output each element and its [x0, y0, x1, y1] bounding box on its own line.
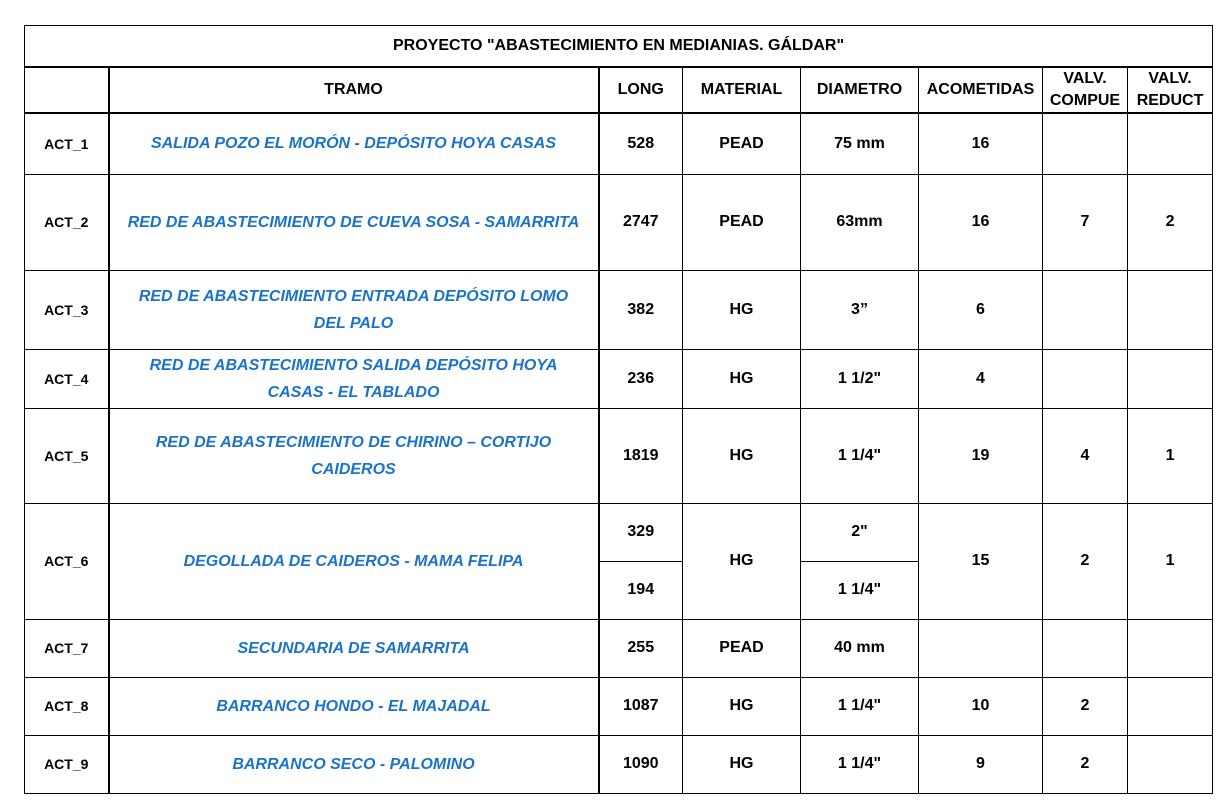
header-valv-compue-line2: COMPUE [1049, 92, 1121, 109]
row-valv-reduct [1128, 619, 1213, 677]
header-valv-compue [1043, 67, 1128, 113]
row-code: ACT_7 [25, 619, 109, 677]
table-row [25, 270, 1213, 349]
header-tramo: TRAMO [109, 67, 599, 113]
header-diametro: DIAMETRO [801, 67, 919, 113]
row-diametro: 1 1/4" [801, 735, 919, 793]
row-material: HG [683, 349, 801, 408]
row-valv-compue: 7 [1043, 174, 1128, 270]
header-material: MATERIAL [683, 67, 801, 113]
row-long: 528 [599, 113, 683, 174]
row-acometidas: 6 [919, 270, 1043, 349]
header-code [25, 67, 109, 113]
row-material: HG [683, 735, 801, 793]
row-tramo: RED DE ABASTECIMIENTO DE CUEVA SOSA - SAMARRITA [109, 174, 599, 270]
row-valv-reduct: 1 [1128, 503, 1213, 619]
row-material: PEAD [683, 113, 801, 174]
header-valv-compue-line1: VALV. [1063, 70, 1107, 87]
row-tramo: BARRANCO SECO - PALOMINO [109, 735, 599, 793]
row-tramo: BARRANCO HONDO - EL MAJADAL [109, 677, 599, 735]
row-acometidas: 16 [919, 174, 1043, 270]
row-material: HG [683, 677, 801, 735]
row-diametro: 1 1/2" [801, 349, 919, 408]
row-valv-compue [1043, 349, 1128, 408]
row-tramo: SALIDA POZO EL MORÓN - DEPÓSITO HOYA CASAS [109, 113, 599, 174]
row-diametro: 3” [801, 270, 919, 349]
row-diametro: 1 1/4" [801, 677, 919, 735]
table-row [25, 677, 1213, 735]
row-material: PEAD [683, 174, 801, 270]
row-valv-reduct [1128, 270, 1213, 349]
row-valv-compue: 2 [1043, 677, 1128, 735]
row-diametro-a: 2" [801, 503, 919, 561]
header-valv-reduct [1128, 67, 1213, 113]
row-acometidas [919, 619, 1043, 677]
row-long: 236 [599, 349, 683, 408]
row-tramo: RED DE ABASTECIMIENTO ENTRADA DEPÓSITO LOMO DEL PALO [109, 270, 599, 349]
header-long: LONG [599, 67, 683, 113]
row-material: HG [683, 408, 801, 503]
row-long-b: 194 [599, 561, 683, 619]
row-valv-reduct [1128, 735, 1213, 793]
row-tramo: SECUNDARIA DE SAMARRITA [109, 619, 599, 677]
row-long: 1819 [599, 408, 683, 503]
row-acometidas: 19 [919, 408, 1043, 503]
row-code: ACT_8 [25, 677, 109, 735]
row-code: ACT_1 [25, 113, 109, 174]
row-valv-compue: 4 [1043, 408, 1128, 503]
row-acometidas: 9 [919, 735, 1043, 793]
row-acometidas: 4 [919, 349, 1043, 408]
row-diametro: 40 mm [801, 619, 919, 677]
row-valv-reduct [1128, 349, 1213, 408]
row-long-a: 329 [599, 503, 683, 561]
table-row [25, 619, 1213, 677]
row-long: 1087 [599, 677, 683, 735]
row-code: ACT_3 [25, 270, 109, 349]
row-material: HG [683, 503, 801, 619]
row-diametro: 1 1/4" [801, 408, 919, 503]
header-valv-reduct-line1: VALV. [1148, 70, 1192, 87]
row-valv-compue [1043, 113, 1128, 174]
row-code: ACT_9 [25, 735, 109, 793]
table-title: PROYECTO "ABASTECIMIENTO EN MEDIANIAS. GÁLDAR" [25, 26, 1213, 68]
row-tramo: RED DE ABASTECIMIENTO DE CHIRINO – CORTIJO CAIDEROS [109, 408, 599, 503]
row-valv-reduct [1128, 677, 1213, 735]
table-row [25, 174, 1213, 270]
row-valv-compue [1043, 619, 1128, 677]
row-acometidas: 16 [919, 113, 1043, 174]
row-acometidas: 10 [919, 677, 1043, 735]
row-diametro: 63mm [801, 174, 919, 270]
table-row [25, 503, 1213, 561]
row-code: ACT_4 [25, 349, 109, 408]
row-valv-reduct [1128, 113, 1213, 174]
row-tramo: DEGOLLADA DE CAIDEROS - MAMA FELIPA [109, 503, 599, 619]
row-code: ACT_2 [25, 174, 109, 270]
header-valv-reduct-line2: REDUCT [1136, 92, 1204, 109]
table-row [25, 349, 1213, 408]
table-row [25, 735, 1213, 793]
row-long: 255 [599, 619, 683, 677]
row-acometidas: 15 [919, 503, 1043, 619]
table-row [25, 113, 1213, 174]
row-valv-reduct: 2 [1128, 174, 1213, 270]
header-row [25, 67, 1213, 113]
row-long: 1090 [599, 735, 683, 793]
row-valv-reduct: 1 [1128, 408, 1213, 503]
row-diametro: 75 mm [801, 113, 919, 174]
row-code: ACT_6 [25, 503, 109, 619]
row-diametro-b: 1 1/4" [801, 561, 919, 619]
row-long: 2747 [599, 174, 683, 270]
table-row [25, 408, 1213, 503]
row-valv-compue: 2 [1043, 735, 1128, 793]
header-acometidas: ACOMETIDAS [919, 67, 1043, 113]
row-valv-compue [1043, 270, 1128, 349]
row-material: HG [683, 270, 801, 349]
row-long: 382 [599, 270, 683, 349]
row-material: PEAD [683, 619, 801, 677]
row-tramo: RED DE ABASTECIMIENTO SALIDA DEPÓSITO HOYA CASAS - EL TABLADO [109, 349, 599, 408]
row-code: ACT_5 [25, 408, 109, 503]
project-table [24, 25, 1213, 794]
row-valv-compue: 2 [1043, 503, 1128, 619]
